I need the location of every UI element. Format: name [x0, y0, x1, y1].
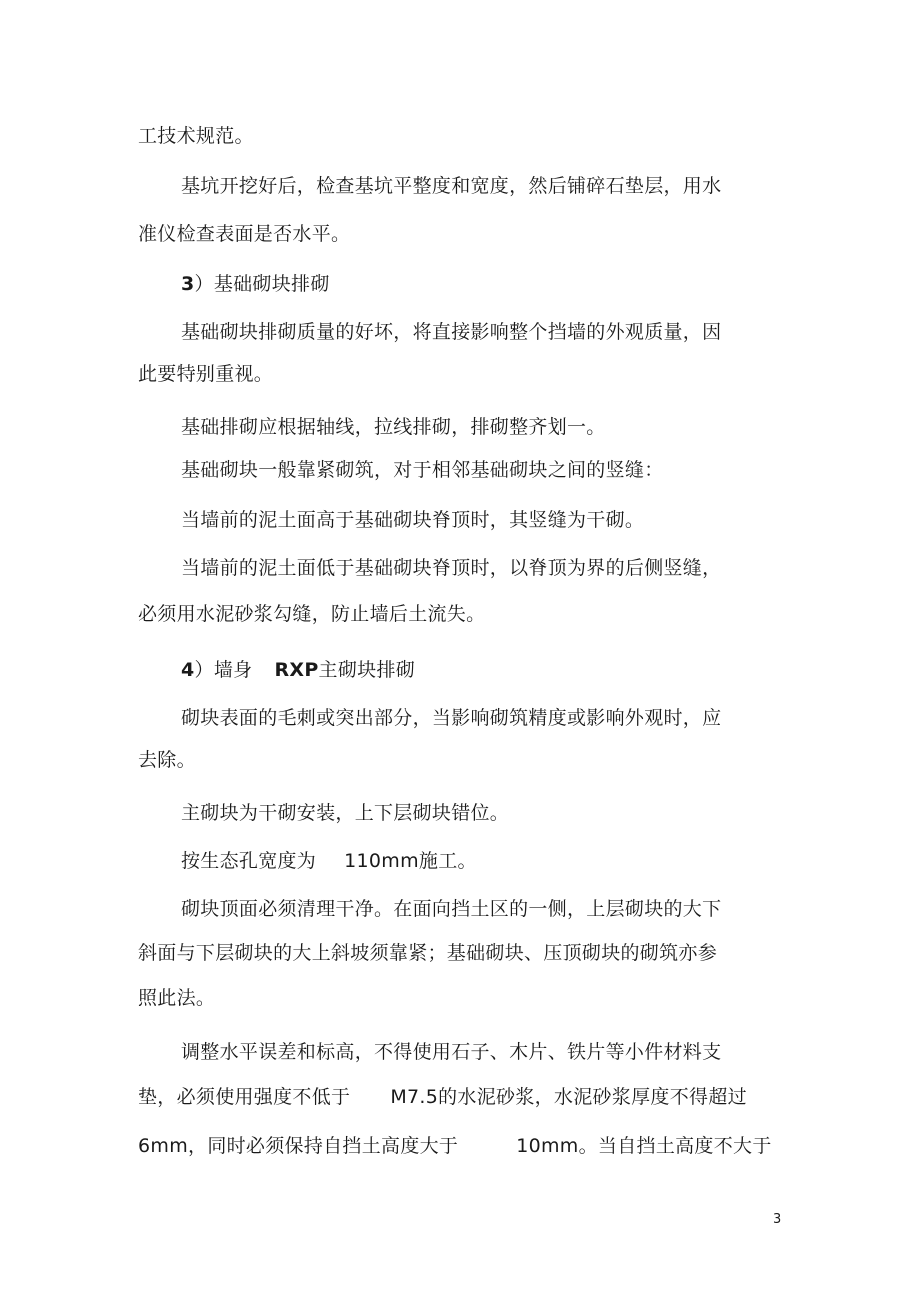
text-line: 工技术规范。: [138, 125, 254, 147]
text-line: 必须用水泥砂浆勾缝，防止墙后土流失。: [138, 603, 486, 625]
text-segment: 的水泥砂浆，水泥砂浆厚度不得超过: [438, 1086, 747, 1108]
text-line: 调整水平误差和标高，不得使用石子、木片、铁片等小件材料支: [181, 1041, 722, 1063]
text-line: 砌块顶面必须清理干净。在面向挡土区的一侧，上层砌块的大下: [181, 898, 722, 920]
text-segment: 按生态孔宽度为: [181, 850, 317, 872]
heading-code: RXP: [274, 659, 319, 681]
text-line: [181, 849, 477, 873]
text-segment: ，同时必须保持自挡土高度大于: [188, 1135, 459, 1157]
text-segment: 施工。: [418, 850, 477, 872]
text-line: 主砌块为干砌安装，上下层砌块错位。: [181, 802, 510, 824]
heading-text: ）基础砌块排砌: [194, 273, 330, 295]
text-line: 基坑开挖好后，检查基坑平整度和宽度，然后铺碎石垫层，用水: [181, 175, 722, 197]
section-heading-3: [181, 272, 330, 296]
measurement-value: M7.5: [390, 1086, 439, 1108]
text-segment: 垫，必须使用强度不低于: [138, 1086, 351, 1108]
section-heading-4: [181, 658, 415, 682]
text-line: 当墙前的泥土面低于基础砌块脊顶时，以脊顶为界的后侧竖缝，: [181, 557, 722, 579]
text-line: 基础砌块排砌质量的好坏，将直接影响整个挡墙的外观质量，因: [181, 321, 722, 343]
text-line: 砌块表面的毛刺或突出部分，当影响砌筑精度或影响外观时，应: [181, 707, 722, 729]
heading-number: 4: [181, 659, 195, 681]
text-line: 准仪检查表面是否水平。: [138, 223, 351, 245]
text-line: 基础排砌应根据轴线，拉线排砌，排砌整齐划一。: [181, 416, 606, 438]
text-line: [138, 1134, 772, 1158]
text-line: [138, 1085, 747, 1109]
page-number: 3: [773, 1212, 782, 1227]
heading-number: 3: [181, 273, 195, 295]
text-line: 去除。: [138, 749, 196, 771]
text-segment: 。当自挡土高度不大于: [578, 1135, 772, 1157]
text-line: 当墙前的泥土面高于基础砌块脊顶时，其竖缝为干砌。: [181, 509, 645, 531]
text-line: 照此法。: [138, 987, 216, 1009]
heading-text: 主砌块排砌: [318, 659, 416, 681]
text-line: 此要特别重视。: [138, 363, 274, 385]
text-line: 基础砌块一般靠紧砌筑，对于相邻基础砌块之间的竖缝：: [181, 459, 664, 481]
measurement-value: 10mm: [516, 1135, 579, 1157]
measurement-value: 110mm: [344, 850, 419, 872]
measurement-value: 6mm: [138, 1135, 189, 1157]
text-line: 斜面与下层砌块的大上斜坡须靠紧；基础砌块、压顶砌块的砌筑亦参: [138, 942, 718, 964]
heading-text: ）墙身: [194, 659, 253, 681]
